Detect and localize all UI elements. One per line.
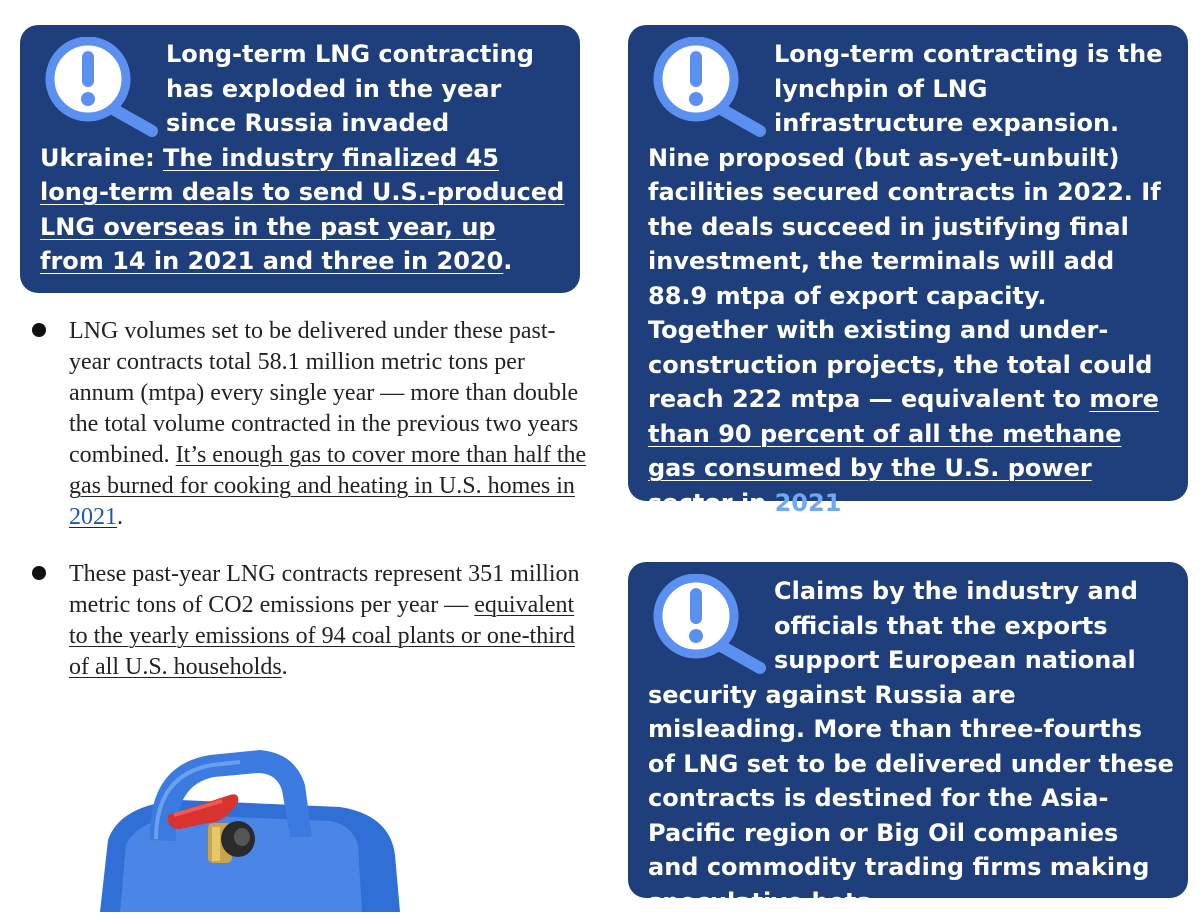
gas-tank-icon xyxy=(90,745,410,912)
card1-lead-text: Long-term LNG contracting has exploded in the year since Russia invaded Ukraine: xyxy=(40,40,534,172)
callout-card-lynchpin: Long-term contracting is the lynchpin of LNG infrastructure expansion. Nine proposed (but as-yet-unbuilt) facilities secured contracts in 2022. If the deals succeed in justifying final investment, the terminals will add 88.9 mtpa of export capacity. Together with existing and under-construction projects, the total could reach 222 mtpa — equivalent to more than 90 percent of all the methane gas consumed by the U.S. power sector in 2021. xyxy=(628,25,1188,501)
callout-card-misleading-claims xyxy=(628,562,1188,916)
card2-year-link[interactable]: 2021 xyxy=(774,488,842,517)
bullet1-link[interactable]: It’s enough gas to cover more than half the gas burned for cooking and heating in U.S. homes in 2021 xyxy=(69,442,587,530)
bullet-item-emissions: These past-year LNG contracts represent 351 million metric tons of CO2 emissions per year — equivalent to the yearly emissions of 94 coal plants or one-third of all U.S. households. xyxy=(28,559,588,683)
bullet1-year-link[interactable]: 2021 xyxy=(69,504,117,530)
card2-link[interactable]: more than 90 percent of all the methane gas consumed by the U.S. power sector in 2021 xyxy=(648,385,1159,517)
magnifier-exclamation-icon xyxy=(648,574,768,674)
magnifier-exclamation-icon xyxy=(40,37,160,137)
bullet-dot xyxy=(32,566,46,580)
magnifier-exclamation-icon xyxy=(648,37,768,137)
bullet-dot xyxy=(32,323,46,337)
callout-card-contracting-exploded: Long-term LNG contracting has exploded in the year since Russia invaded Ukraine: The industry finalized 45 long-term deals to send U.S.-produced LNG overseas in the past year, up from 14 in 2021 and three in 2020. xyxy=(20,25,580,293)
bullet-list xyxy=(28,316,588,709)
card1-link[interactable]: The industry finalized 45 long-term deals to send U.S.-produced LNG overseas in the past year, up from 14 in 2021 and three in 2020 xyxy=(40,143,565,275)
card2-lead-text: Long-term contracting is the lynchpin of LNG infrastructure expansion. Nine proposed (but as-yet-unbuilt) facilities secured contracts in 2022. If the deals succeed in justifying final investment, the terminals will add 88.9 mtpa of export capacity. Together with existing and under-construction projects, the total could reach 222 mtpa — equivalent to xyxy=(648,40,1163,413)
card3-text: Claims by the industry and officials that the exports support European national security against Russia are misleading. More than three-fourths of LNG set to be delivered under these contracts is destined for the Asia-Pacific region or Big Oil companies and commodity trading firms making speculative bets. xyxy=(648,577,1174,916)
bullet2-link[interactable]: equivalent to the yearly emissions of 94 coal plants or one-third of all U.S. households xyxy=(69,592,575,680)
bullet-item-volumes: LNG volumes set to be delivered under these past-year contracts total 58.1 million metric tons per annum (mtpa) every single year — more than double the total volume contracted in the previous two years combined. It’s enough gas to cover more than half the gas burned for cooking and heating in U.S. homes in 2021. xyxy=(28,316,588,533)
